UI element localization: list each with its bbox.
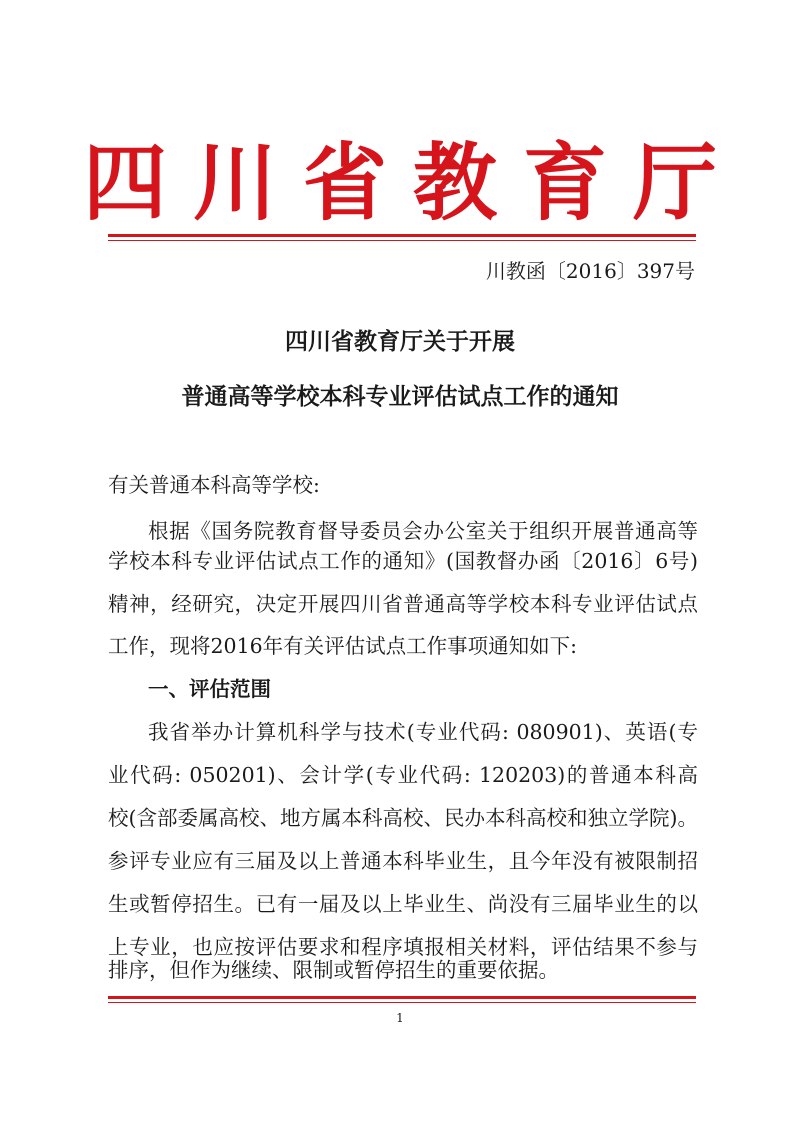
paragraph-1-line: 工作，现将2016年有关评估试点工作事项通知如下: [108, 634, 578, 658]
paragraph-2-line: 参评专业应有三届及以上普通本科毕业生，且今年没有被限制招 [108, 849, 698, 873]
masthead-title: 四川省教育厅 [82, 133, 743, 232]
notice-title-line-1: 四川省教育厅关于开展 [285, 329, 515, 355]
paragraph-1-line: 学校本科专业评估试点工作的通知》(国教督办函〔2016〕6号) [108, 549, 698, 573]
paragraph-2-line: 业代码: 050201)、会计学(专业代码: 120203)的普通本科高 [108, 763, 698, 787]
paragraph-2-line: 我省举办计算机科学与技术(专业代码: 080901)、英语(专 [148, 720, 698, 744]
document-number: 川教函〔2016〕397号 [485, 259, 695, 283]
paragraph-2-line: 生或暂停招生。已有一届及以上毕业生、尚没有三届毕业生的以 [108, 892, 698, 916]
paragraph-2-line: 校(含部委属高校、地方属本科高校、民办本科高校和独立学院)。 [108, 806, 698, 830]
header-divider-thick [108, 234, 696, 237]
salutation: 有关普通本科高等学校: [108, 473, 320, 497]
section-heading: 一、评估范围 [148, 677, 271, 701]
page-number: 1 [396, 1011, 404, 1025]
paragraph-2-line: 上专业，也应按评估要求和程序填报相关材料，评估结果不参与 [108, 935, 698, 959]
header-divider-thin [108, 240, 696, 241]
notice-title-line-2: 普通高等学校本科专业评估试点工作的通知 [181, 384, 619, 410]
footer-divider-thick [108, 996, 696, 999]
paragraph-1-line: 精神，经研究，决定开展四川省普通高等学校本科专业评估试点 [108, 592, 698, 616]
footer-divider-thin [108, 1002, 696, 1003]
paragraph-1-line: 根据《国务院教育督导委员会办公室关于组织开展普通高等 [148, 519, 698, 543]
paragraph-2-line: 排序，但作为继续、限制或暂停招生的重要依据。 [108, 958, 559, 982]
